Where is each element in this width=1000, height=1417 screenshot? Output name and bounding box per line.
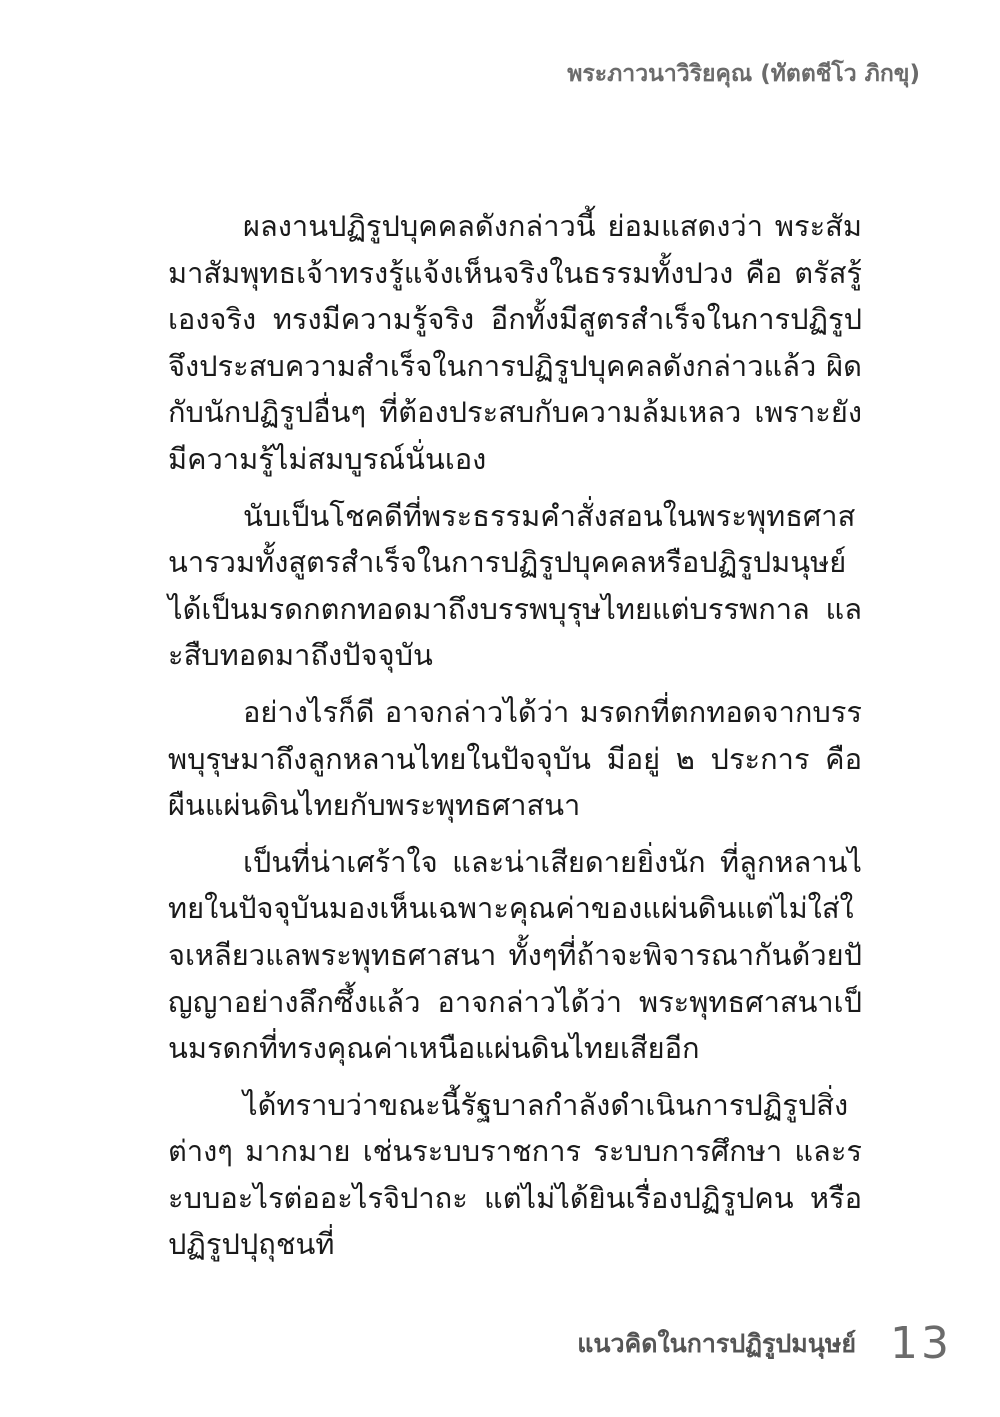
paragraph-1: ผลงานปฏิรูปบุคคลดังกล่าวนี้ ย่อมแสดงว่า พระสัมมาสัมพุทธเจ้าทรงรู้แจ้งเห็นจริงในธรรมทั้งปวง คือ ตรัสรู้เองจริง ทรงมีความรู้จริง อีกทั้งมีสูตรสำเร็จในการปฏิรูป จึงประสบความสำเร็จในการปฏิรูปบุคคลดังกล่าวแล้ว ผิดกับนักปฏิรูปอื่นๆ ที่ต้องประสบกับความล้มเหลว เพราะยังมีความรู้ไม่สมบูรณ์นั่นเอง <box>168 209 862 476</box>
running-header: พระภาวนาวิริยคุณ (ทัตตชีโว ภิกขุ) <box>567 61 920 87</box>
paragraph-4: เป็นที่น่าเศร้าใจ และน่าเสียดายยิ่งนัก ที่ลูกหลานไทยในปัจจุบันมองเห็นเฉพาะคุณค่าของแผ่นดินแต่ไม่ใส่ใจเหลียวแลพระพุทธศาสนา ทั้งๆที่ถ้าจะพิจารณากันด้วยปัญญาอย่างลึกซึ้งแล้ว อาจกล่าวได้ว่า พระพุทธศาสนาเป็นมรดกที่ทรงคุณค่าเหนือแผ่นดินไทยเสียอีก <box>168 844 862 1066</box>
paragraph-3: อย่างไรก็ดี อาจกล่าวได้ว่า มรดกที่ตกทอดจากบรรพบุรุษมาถึงลูกหลานไทยในปัจจุบัน มีอยู่ ๒ ประการ คือ ผืนแผ่นดินไทยกับพระพุทธศาสนา <box>168 694 862 823</box>
body-text <box>168 203 862 1278</box>
book-title: แนวคิดในการปฏิรูปมนุษย์ <box>577 1328 856 1358</box>
page-number: 13 <box>890 1318 952 1369</box>
paragraph-5: ได้ทราบว่าขณะนี้รัฐบาลกำลังดำเนินการปฏิรูปสิ่งต่างๆ มากมาย เช่นระบบราชการ ระบบการศึกษา และระบบอะไรต่ออะไรจิปาถะ แต่ไม่ได้ยินเรื่องปฏิรูปคน หรือปฏิรูปปุถุชนที่ <box>168 1087 862 1262</box>
paragraph-2: นับเป็นโชคดีที่พระธรรมคำสั่งสอนในพระพุทธศาสนารวมทั้งสูตรสำเร็จในการปฏิรูปบุคคลหรือปฏิรูปมนุษย์ ได้เป็นมรดกตกทอดมาถึงบรรพบุรุษไทยแต่บรรพกาล และสืบทอดมาถึงปัจจุบัน <box>168 498 862 673</box>
running-footer <box>577 1318 952 1369</box>
